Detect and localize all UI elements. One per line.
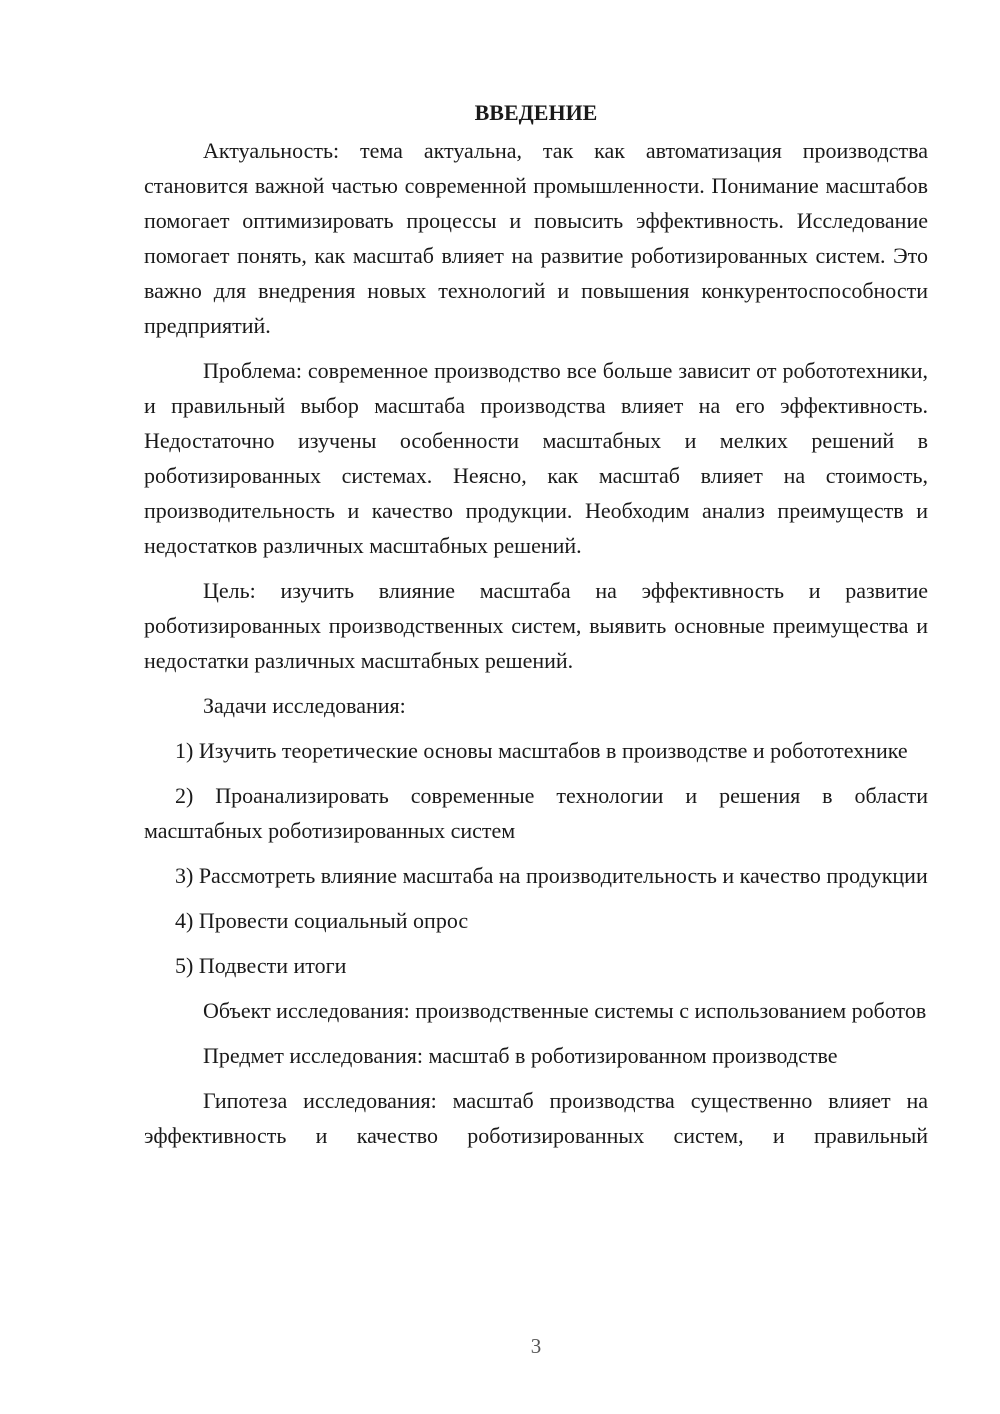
page-title: ВВЕДЕНИЕ — [474, 100, 598, 125]
task-item-5: 5) Подвести итоги — [175, 953, 347, 978]
goal-paragraph: Цель: изучить влияние масштаба на эффективность и развитие роботизированных производственных систем, выявить основные преимущества и недостатки различных масштабных решений. — [144, 578, 928, 673]
problem-paragraph: Проблема: современное производство все больше зависит от робототехники, и правильный выбор масштаба производства влияет на его эффективность. Недостаточно изучены особенности масштабных и мелких решений в роботизированных системах. Неясно, как масштаб влияет на стоимость, производительность и качество продукции. Необходим анализ преимуществ и недостатков различных масштабных решений. — [144, 358, 928, 558]
task-item-4: 4) Провести социальный опрос — [175, 908, 469, 933]
page-number: 3 — [530, 1334, 542, 1358]
subject-paragraph: Предмет исследования: масштаб в роботизированном производстве — [203, 1043, 838, 1068]
task-item-1: 1) Изучить теоретические основы масштабов в производстве и робототехнике — [175, 738, 908, 763]
tasks-heading: Задачи исследования: — [203, 693, 406, 718]
task-item-3: 3) Рассмотреть влияние масштаба на производительность и качество продукции — [175, 863, 928, 888]
task-item-2: 2) Проанализировать современные технологии и решения в области масштабных роботизированных систем — [144, 783, 928, 843]
object-paragraph: Объект исследования: производственные системы с использованием роботов — [203, 998, 927, 1023]
page-content — [144, 92, 928, 1153]
hypothesis-paragraph: Гипотеза исследования: масштаб производства существенно влияет на эффективность и качество роботизированных систем, и правильный — [144, 1088, 928, 1148]
relevance-paragraph: Актуальность: тема актуальна, так как автоматизация производства становится важной частью современной промышленности. Понимание масштабов помогает оптимизировать процессы и повысить эффективность. Исследование помогает понять, как масштаб влияет на развитие роботизированных систем. Это важно для внедрения новых технологий и повышения конкурентоспособности предприятий. — [144, 138, 928, 338]
